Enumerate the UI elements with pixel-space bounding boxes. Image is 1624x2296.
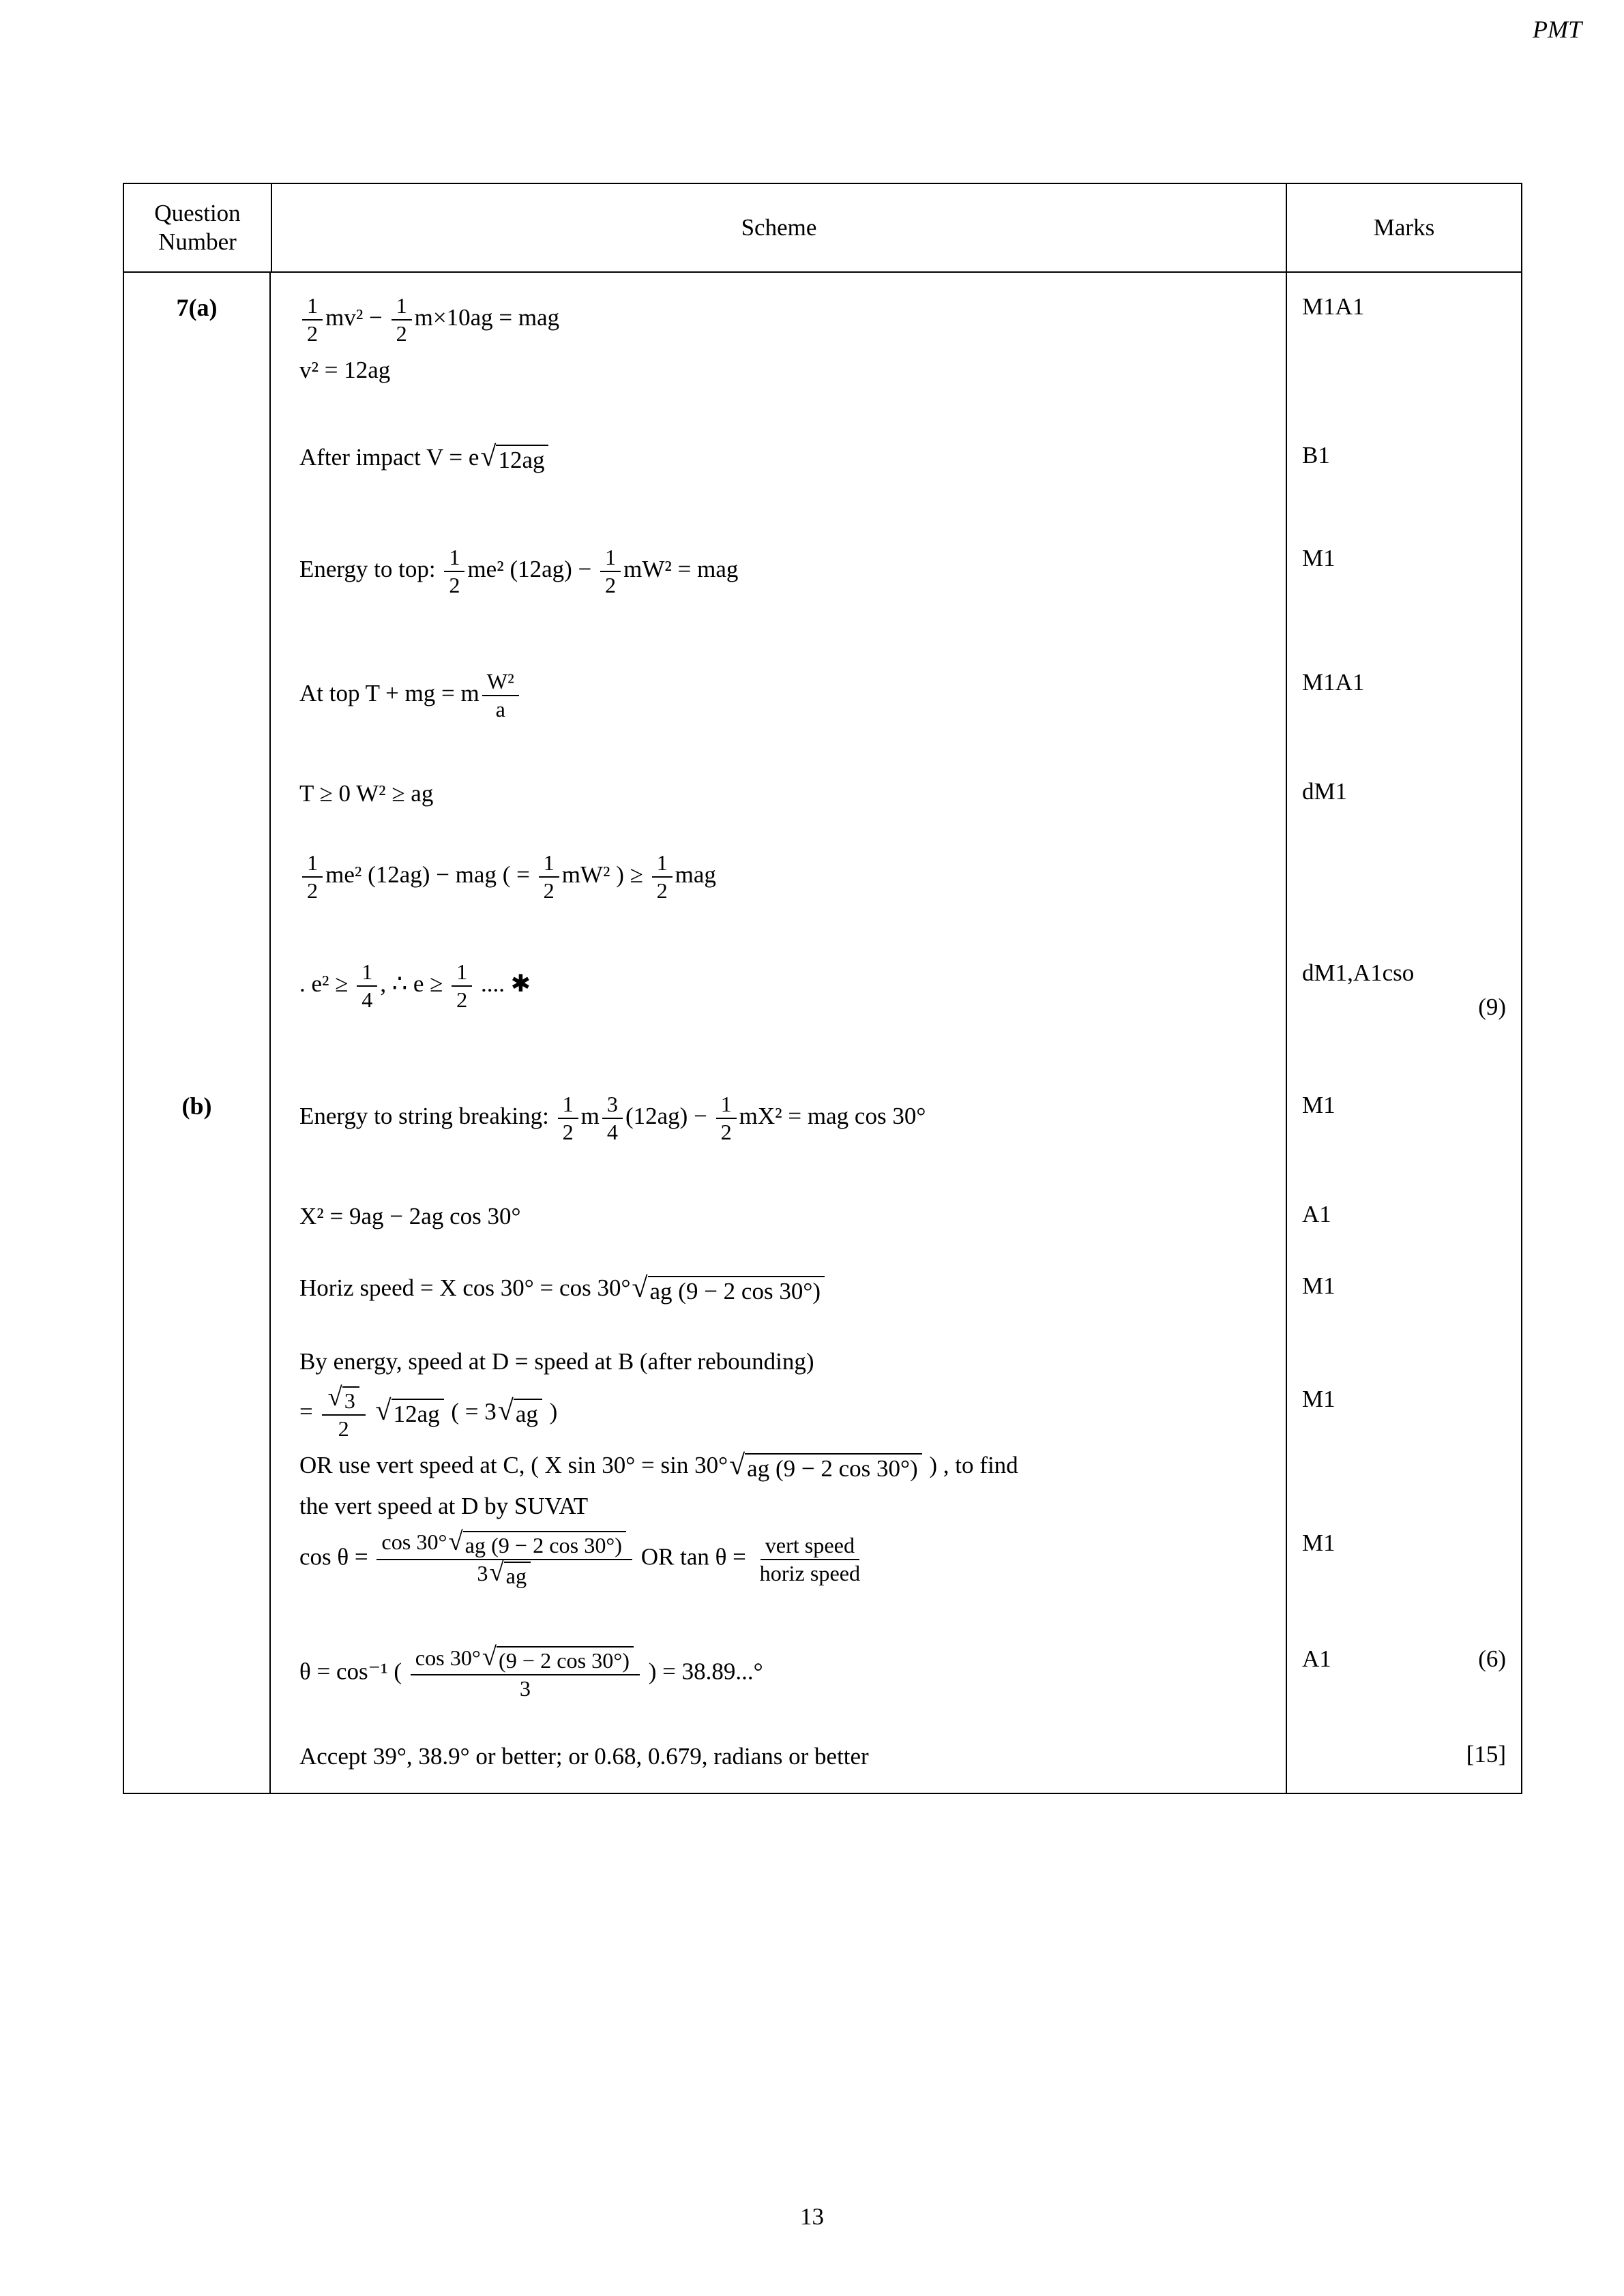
radical-icon: √: [632, 1272, 648, 1304]
fraction-denominator: 2: [656, 878, 668, 903]
question-number-cell: [124, 1180, 271, 1253]
square-root: [448, 1527, 626, 1558]
fraction: [716, 1092, 737, 1145]
marks-content: [1302, 1741, 1506, 1768]
square-root: [482, 1643, 634, 1673]
question-number-cell: [124, 406, 271, 510]
fraction-numerator: W²: [482, 669, 519, 696]
fraction-denominator: 2: [605, 573, 617, 598]
question-number-cell: (b): [124, 1056, 271, 1180]
scheme-cell: θ = cos⁻¹ ( cos 30° √ (9 − 2 cos 30°) 3 ) = 38.89...°: [299, 1643, 763, 1701]
square-root: [632, 1272, 825, 1305]
marks-cell: [1286, 509, 1521, 633]
scheme-cell: Energy to top: $\frac{1}{2}$ me² (12ag) − $\frac{1}{2}$ mW² = mag: [299, 545, 739, 598]
scheme-cell: . e² ≥ $\frac{1}{4}$ , ∴ e ≥ $\frac{1}{2}$ .... ✱: [299, 959, 531, 1012]
marks-cell: [1286, 924, 1521, 1056]
mark-subtotal: [15]: [1466, 1741, 1506, 1768]
fraction-numerator: 1: [444, 545, 464, 572]
radical-icon: √: [489, 1558, 504, 1587]
fraction-numerator: 1: [600, 545, 621, 572]
scheme-cell: $\frac{1}{2}$ me² (12ag) − mag ( = $\frac{1}{2}$ mW² ) ≥ $\frac{1}{2}$ mag: [271, 830, 1286, 924]
header-marks: Marks: [1286, 184, 1521, 271]
header-question-number: Question Number: [154, 200, 241, 255]
radicand: ag: [514, 1399, 542, 1428]
scheme-cell: v² = 12ag: [299, 357, 391, 384]
scheme-cell: At top T + mg = m $\frac{\text{W²}}{a}$: [271, 633, 1286, 758]
fraction-denominator: a: [495, 697, 505, 722]
table-body: [123, 273, 1522, 1794]
fraction: [482, 669, 519, 722]
fraction: [652, 850, 673, 904]
question-number-cell: [124, 1737, 271, 1793]
question-number-cell: [124, 351, 271, 406]
radical-icon: √: [448, 1527, 463, 1556]
scheme-cell: $\frac{1}{2}$ mv² − $\frac{1}{2}$ m×10ag = mag: [271, 273, 1286, 351]
fraction-numerator: 1: [357, 959, 377, 987]
marks-cell: [1286, 1737, 1521, 1793]
scheme-cell: Accept 39°, 38.9° or better; or 0.68, 0.679, radians or better: [299, 1743, 869, 1770]
radicand: 3: [342, 1386, 359, 1414]
fraction-denominator: 2: [449, 573, 460, 598]
marks-cell: [1286, 758, 1521, 830]
radical-icon: √: [482, 1643, 497, 1672]
marks-content: [1302, 959, 1506, 1021]
scheme-cell: X² = 9ag − 2ag cos 30°: [299, 1202, 521, 1229]
square-root: [729, 1449, 922, 1482]
marks-cell: [1286, 830, 1521, 924]
fraction: [600, 545, 621, 598]
question-number-cell: [124, 633, 271, 758]
square-root: [480, 441, 548, 474]
mark-code: dM1: [1302, 778, 1348, 805]
fraction-denominator: 2: [456, 987, 468, 1012]
question-number-cell: [124, 924, 271, 1056]
fraction-numerator: 1: [558, 1092, 578, 1119]
mark-code: A1: [1302, 1645, 1331, 1672]
radical-icon: √: [480, 441, 497, 473]
pmt-watermark: PMT: [1533, 16, 1582, 43]
fraction-denominator: 2: [338, 1416, 349, 1442]
fraction-numerator: 1: [302, 293, 323, 320]
square-root: [489, 1558, 531, 1589]
scheme-cell: OR use vert speed at C, ( X sin 30° = sin 30° √ ag (9 − 2 cos 30°) ) , to find: [299, 1449, 1018, 1482]
fraction-denominator: 4: [606, 1119, 618, 1144]
square-root: [327, 1383, 359, 1414]
marks-cell: [1286, 1610, 1521, 1738]
marks-content: [1302, 1530, 1506, 1557]
fraction-denominator: 2: [543, 878, 555, 903]
marks-cell: [1286, 633, 1521, 758]
radicand: (9 − 2 cos 30°): [497, 1646, 634, 1673]
scheme-cell: cos θ = cos 30° √ ag (9 − 2 cos 30°) 3 √ ag OR tan θ = $\frac{\text{vert speed}}{\text{horiz speed}}$: [271, 1525, 1286, 1609]
fraction-denominator: 3 √ ag: [472, 1560, 537, 1590]
question-number-cell: [124, 1610, 271, 1738]
question-number-cell: [124, 830, 271, 924]
fraction: [444, 545, 464, 598]
question-number-cell: [124, 1326, 271, 1382]
radical-icon: √: [327, 1383, 342, 1412]
mark-code: M1: [1302, 1385, 1335, 1412]
fraction-denominator: 2: [307, 878, 319, 903]
marks-cell: [1286, 406, 1521, 510]
radical-icon: √: [497, 1395, 514, 1427]
mark-code: A1: [1302, 1200, 1331, 1227]
scheme-cell: the vert speed at D by SUVAT: [299, 1492, 589, 1519]
fraction-numerator: 1: [539, 850, 559, 878]
mark-code: B1: [1302, 441, 1330, 468]
fraction-denominator: 2: [720, 1119, 732, 1144]
mark-code: dM1,A1cso: [1302, 959, 1415, 986]
marks-content: [1302, 1645, 1506, 1673]
radical-icon: √: [729, 1449, 745, 1481]
mark-code: M1: [1302, 1530, 1335, 1557]
question-number-cell: [124, 509, 271, 633]
square-root: [375, 1395, 444, 1428]
fraction-numerator: 1: [652, 850, 673, 878]
radical-icon: √: [375, 1395, 392, 1427]
scheme-cell: Horiz speed = X cos 30° = cos 30° √ ag (9 − 2 cos 30°): [271, 1252, 1286, 1326]
header-scheme: Scheme: [271, 184, 1286, 271]
mark-code: M1: [1302, 1272, 1335, 1300]
fraction: [755, 1533, 865, 1586]
marks-cell: [1286, 351, 1521, 406]
marks-cell: [1286, 1252, 1521, 1326]
fraction-numerator: 1: [452, 959, 472, 987]
radicand: ag (9 − 2 cos 30°): [648, 1276, 825, 1305]
question-number-cell: [124, 1525, 271, 1609]
fraction-numerator: 3: [602, 1092, 623, 1119]
marks-cell: [1286, 1446, 1521, 1487]
fraction: [302, 293, 323, 346]
fraction: [357, 959, 377, 1013]
mark-code: M1A1: [1302, 293, 1365, 320]
marks-content: [1302, 778, 1506, 805]
fraction: [411, 1645, 640, 1702]
marks-content: [1302, 1201, 1506, 1228]
radicand: ag (9 − 2 cos 30°): [745, 1453, 922, 1482]
scheme-cell: Energy to string breaking: $\frac{1}{2}$ m $\frac{3}{4}$ (12ag) − $\frac{1}{2}$ mX² = mag cos 30°: [299, 1091, 926, 1144]
fraction: [322, 1383, 366, 1442]
marks-content: [1302, 1272, 1506, 1300]
fraction-numerator: 1: [302, 850, 323, 878]
scheme-cell: After impact V = e √ 12ag: [271, 406, 1286, 510]
question-number-cell: [124, 1446, 271, 1487]
mark-subtotal: (6): [1478, 1645, 1506, 1672]
mark-scheme-table: [123, 183, 1522, 1794]
question-number-cell: [124, 1252, 271, 1326]
fraction-denominator: 2: [396, 321, 407, 346]
scheme-cell: T ≥ 0 W² ≥ ag: [299, 780, 434, 807]
fraction-numerator: cos 30° √ (9 − 2 cos 30°): [411, 1645, 640, 1676]
fraction-denominator: 3: [519, 1676, 531, 1701]
fraction-denominator: 4: [361, 987, 373, 1012]
fraction-numerator: 1: [716, 1092, 737, 1119]
radicand: 12ag: [496, 445, 548, 474]
fraction-numerator: 1: [392, 293, 412, 320]
scheme-cell: By energy, speed at D = speed at B (after rebounding): [299, 1348, 814, 1375]
fraction-denominator: 2: [562, 1119, 574, 1144]
marks-content: [1302, 442, 1506, 469]
marks-cell: [1286, 1382, 1521, 1446]
marks-content: [1302, 1386, 1506, 1413]
mark-code: M1: [1302, 1091, 1335, 1118]
radicand: ag: [504, 1562, 531, 1589]
marks-cell: [1286, 1487, 1521, 1526]
marks-cell: [1286, 1525, 1521, 1609]
question-number-cell: 7(a): [124, 273, 271, 351]
fraction: [602, 1092, 623, 1145]
fraction-denominator: 2: [307, 321, 319, 346]
square-root: [497, 1395, 542, 1428]
fraction: [558, 1092, 578, 1145]
radicand: 12ag: [392, 1399, 444, 1428]
marks-content: [1302, 545, 1506, 572]
marks-cell: [1286, 1326, 1521, 1382]
question-number-cell: [124, 1487, 271, 1526]
marks-content: [1302, 669, 1506, 696]
question-number-cell: [124, 758, 271, 830]
marks-content: [1302, 293, 1506, 320]
marks-cell: [1286, 273, 1521, 351]
fraction: [452, 959, 472, 1013]
scheme-cell: = √ 3 2 √ 12ag ( = 3 √ ag ): [299, 1383, 558, 1442]
fraction-numerator: vert speed: [761, 1533, 859, 1560]
table-header-row: [123, 183, 1522, 273]
fraction-denominator: horiz speed: [759, 1560, 861, 1585]
marks-cell: [1286, 1056, 1521, 1180]
marks-content: [1302, 1092, 1506, 1119]
fraction: [302, 850, 323, 904]
fraction: [377, 1527, 632, 1589]
fraction: [392, 293, 412, 346]
mark-code: M1A1: [1302, 669, 1365, 696]
fraction-numerator: [322, 1383, 366, 1416]
fraction: [539, 850, 559, 904]
question-number-cell: [124, 1382, 271, 1446]
marks-cell: [1286, 1180, 1521, 1253]
radicand: ag (9 − 2 cos 30°): [463, 1531, 626, 1558]
mark-subtotal: (9): [1478, 993, 1506, 1020]
page-number: 13: [800, 2203, 824, 2230]
mark-code: M1: [1302, 545, 1335, 572]
fraction-numerator: cos 30° √ ag (9 − 2 cos 30°): [377, 1530, 632, 1560]
